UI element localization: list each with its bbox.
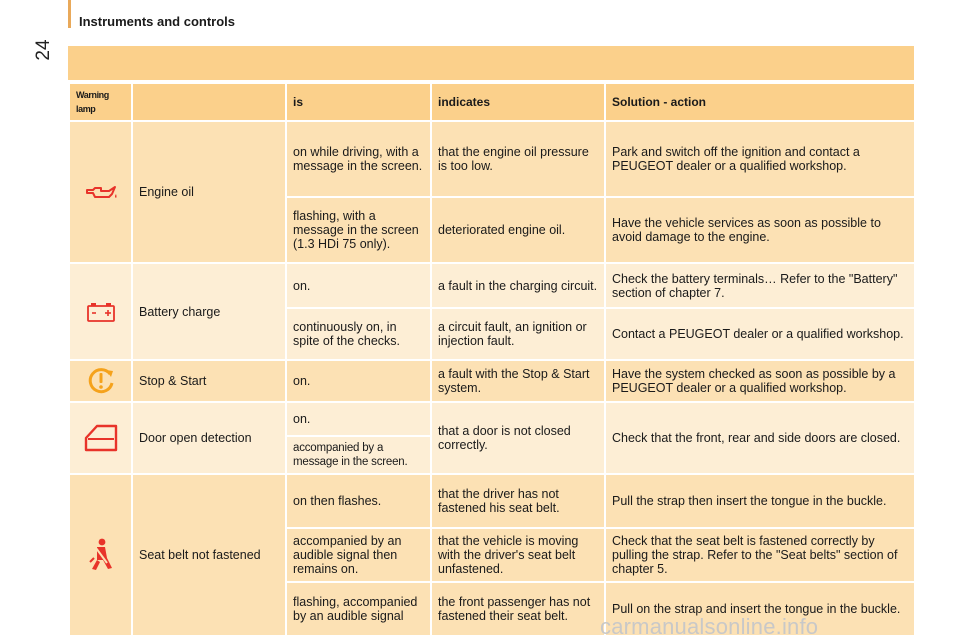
seat-belt-icon — [69, 474, 132, 636]
engine-oil-icon — [69, 121, 132, 263]
header-solution: Solution - action — [605, 83, 915, 121]
cell-indicates: that the vehicle is moving with the driver's seat belt unfastened. — [431, 528, 605, 582]
cell-solution: Check that the front, rear and side doors are closed. — [605, 402, 915, 474]
cell-is: on. — [286, 360, 431, 402]
cell-is: on while driving, with a message in the screen. — [286, 121, 431, 197]
header-name — [132, 83, 286, 121]
cell-indicates: a fault in the charging circuit. — [431, 263, 605, 308]
cell-is: on. — [286, 263, 431, 308]
table-row — [69, 402, 915, 436]
table-header-band — [68, 46, 914, 80]
cell-indicates: a circuit fault, an ignition or injection fault. — [431, 308, 605, 360]
section-accent-bar — [68, 0, 71, 28]
page-number: 24 — [33, 39, 54, 61]
lamp-name-seat-belt: Seat belt not fastened — [132, 474, 286, 636]
cell-solution: Have the system checked as soon as possible by a PEUGEOT dealer or a qualified workshop. — [605, 360, 915, 402]
cell-is: continuously on, in spite of the checks. — [286, 308, 431, 360]
cell-indicates: that the driver has not fastened his seat belt. — [431, 474, 605, 528]
cell-is: accompanied by an audible signal then remains on. — [286, 528, 431, 582]
cell-solution: Contact a PEUGEOT dealer or a qualified workshop. — [605, 308, 915, 360]
cell-solution: Check the battery terminals… Refer to the "Battery" section of chapter 7. — [605, 263, 915, 308]
header-indicates: indicates — [431, 83, 605, 121]
watermark: carmanualsonline.info — [600, 614, 819, 639]
cell-indicates: that the engine oil pressure is too low. — [431, 121, 605, 197]
cell-solution: Park and switch off the ignition and contact a PEUGEOT dealer or a qualified workshop. — [605, 121, 915, 197]
table-row — [69, 121, 915, 197]
lamp-name-engine-oil: Engine oil — [132, 121, 286, 263]
battery-icon — [69, 263, 132, 360]
table-header-row — [69, 83, 915, 121]
lamp-name-battery: Battery charge — [132, 263, 286, 360]
cell-is: on then flashes. — [286, 474, 431, 528]
cell-indicates: that a door is not closed correctly. — [431, 402, 605, 474]
stop-start-icon — [69, 360, 132, 402]
cell-is: accompanied by a message in the screen. — [286, 436, 431, 474]
section-title: Instruments and controls — [79, 14, 236, 29]
cell-indicates: a fault with the Stop & Start system. — [431, 360, 605, 402]
cell-is: on. — [286, 402, 431, 436]
table-row — [69, 360, 915, 402]
cell-solution: Check that the seat belt is fastened correctly by pulling the strap. Refer to the "Seat belts" section of chapter 5. — [605, 528, 915, 582]
cell-solution: Pull the strap then insert the tongue in the buckle. — [605, 474, 915, 528]
cell-indicates: the front passenger has not fastened their seat belt. — [431, 582, 605, 636]
cell-is: flashing, with a message in the screen (1.3 HDi 75 only). — [286, 197, 431, 263]
cell-solution: Pull on the strap and insert the tongue in the buckle. — [605, 582, 915, 636]
warning-lamps-table — [68, 82, 916, 637]
lamp-name-stop-start: Stop & Start — [132, 360, 286, 402]
header-is: is — [286, 83, 431, 121]
table-row — [69, 263, 915, 308]
door-open-icon — [69, 402, 132, 474]
table-row — [69, 474, 915, 528]
lamp-name-door: Door open detection — [132, 402, 286, 474]
cell-solution: Have the vehicle services as soon as possible to avoid damage to the engine. — [605, 197, 915, 263]
cell-indicates: deteriorated engine oil. — [431, 197, 605, 263]
cell-is: flashing, accompanied by an audible signal — [286, 582, 431, 636]
header-warning-lamp: Warning lamp — [69, 83, 132, 121]
